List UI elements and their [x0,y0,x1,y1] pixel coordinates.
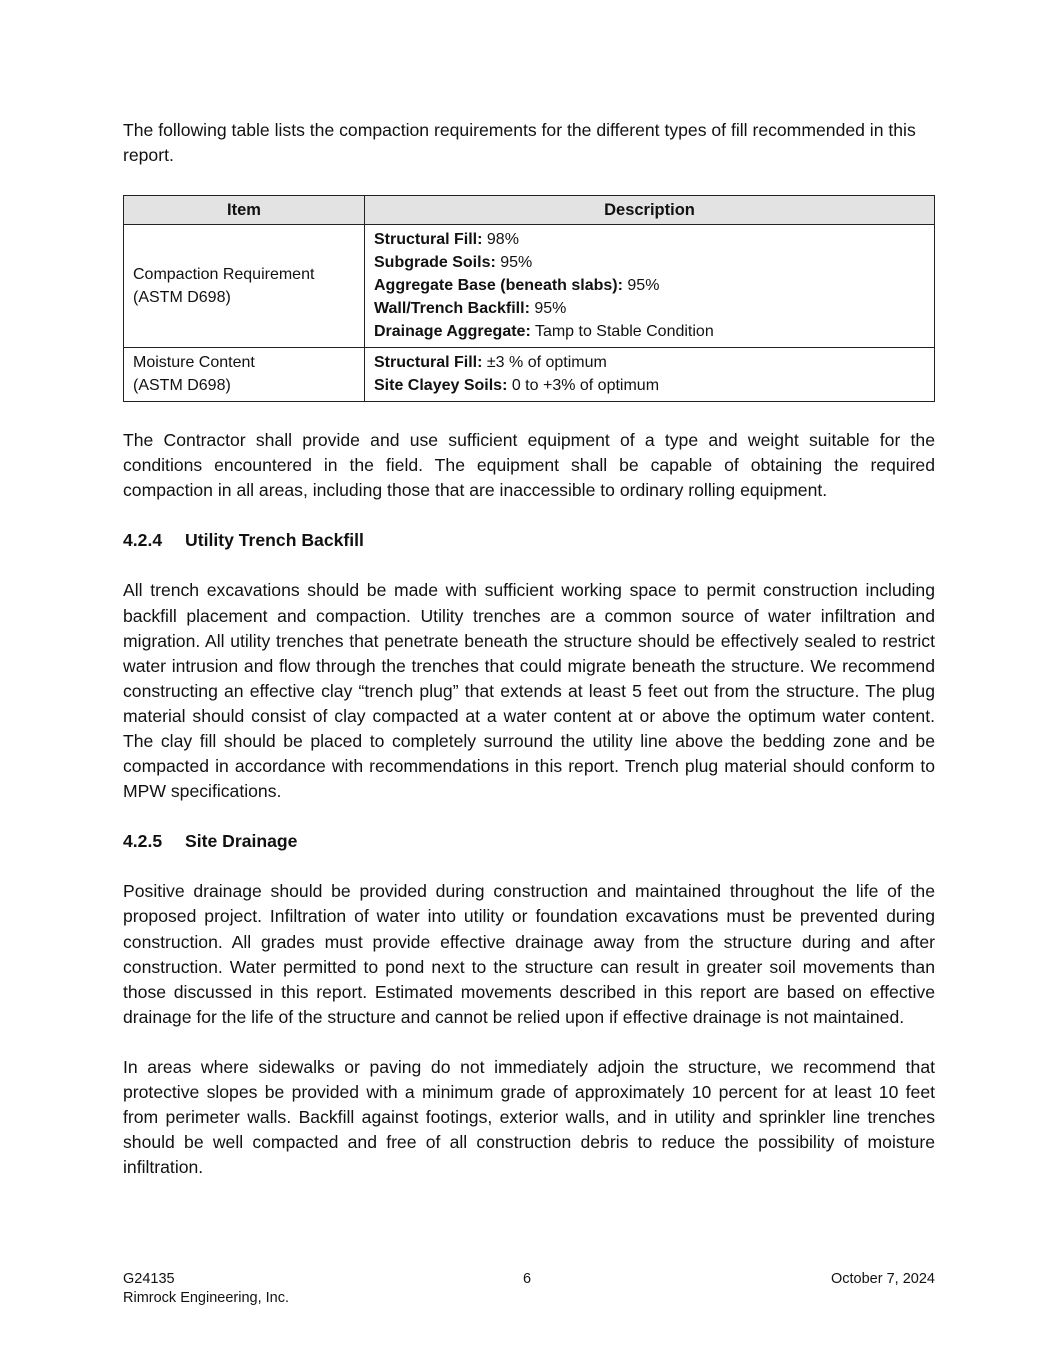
requirement-label: Structural Fill: [374,354,483,372]
requirement-value: 95% [622,277,660,295]
trench-backfill-paragraph: All trench excavations should be made with sufficient working space to permit construction including backfill placement and compaction. Utility trenches are a common source of water infiltration and migration. All utility trenches that penetrate beneath the structure should be effectively sealed to restrict water intrusion and flow through the trenches that could migrate beneath the structure. We recommend constructing an effective clay “trench plug” that extends at least 5 feet out from the structure. The plug material should consist of clay compacted at a water content at or above the optimum water content. The clay fill should be placed to completely surround the utility line above the bedding zone and be compacted in accordance with recommendations in this report. Trench plug material should conform to MPW specifications. [123,580,935,802]
requirement-label: Drainage Aggregate: [374,323,531,341]
section-heading-425 [123,829,935,854]
requirement-line [374,228,925,251]
project-number: G24135 [123,1271,175,1287]
section-number: 4.2.4 [123,530,163,551]
compaction-table [123,195,935,402]
section-title: Utility Trench Backfill [185,530,364,551]
item-standard: (ASTM D698) [133,288,231,306]
table-header-row [124,196,935,225]
item-standard: (ASTM D698) [133,377,231,395]
contractor-paragraph: The Contractor shall provide and use sufficient equipment of a type and weight suitable for the conditions encountered in the field. The equipment shall be capable of obtaining the required compaction in all areas, including those that are inaccessible to ordinary rolling equipment. [123,430,935,501]
table-cell-item [124,348,365,402]
table-row [124,225,935,348]
requirement-line [374,274,925,297]
report-date: October 7, 2024 [831,1271,935,1287]
table-cell-description [365,225,935,348]
item-label: Moisture Content [133,354,255,372]
requirement-line [374,374,925,397]
requirement-label: Wall/Trench Backfill: [374,300,530,318]
requirement-line [374,297,925,320]
header-description: Description [365,196,935,225]
company-name: Rimrock Engineering, Inc. [123,1290,290,1306]
section-heading-424 [123,528,935,553]
table-cell-item [124,225,365,348]
requirement-label: Site Clayey Soils: [374,377,508,395]
requirement-label: Subgrade Soils: [374,254,496,272]
requirement-value: Tamp to Stable Condition [530,323,714,341]
page-body [123,118,935,1180]
drainage-paragraph-1: Positive drainage should be provided during construction and maintained throughout the life of the proposed project. Infiltration of water into utility or foundation excavations must be prevented during construction. All grades must provide effective drainage away from the structure during and after construction. Water permitted to pond next to the structure can result in greater soil movements than those discussed in this report. Estimated movements described in this report are based on effective drainage for the life of the structure and cannot be relied upon if effective drainage is not maintained. [123,881,935,1027]
requirement-line [374,351,925,374]
requirement-line [374,320,925,343]
requirement-label: Structural Fill: [374,231,483,249]
requirement-line [374,251,925,274]
requirement-label: Aggregate Base (beneath slabs): [374,277,623,295]
requirement-value: 95% [495,254,533,272]
header-item: Item [124,196,365,225]
item-label: Compaction Requirement [133,265,315,283]
section-title: Site Drainage [185,831,298,852]
requirement-value: 98% [482,231,519,249]
drainage-paragraph-2: In areas where sidewalks or paving do not immediately adjoin the structure, we recommend that protective slopes be provided with a minimum grade of approximately 10 percent for at least 10 feet from perimeter walls. Backfill against footings, exterior walls, and in utility and sprinkler line trenches should be well compacted and free of all construction debris to reduce the possibility of moisture infiltration. [123,1056,935,1178]
requirement-value: 0 to +3% of optimum [507,377,660,395]
table-row [124,348,935,402]
page-number: 6 [523,1271,532,1287]
section-number: 4.2.5 [123,831,163,852]
requirement-value: 95% [529,300,567,318]
requirement-value: ±3 % of optimum [482,354,607,372]
table-cell-description [365,348,935,402]
intro-paragraph: The following table lists the compaction requirements for the different types of fill recommended in this report. [123,120,916,166]
footer-left [123,1270,289,1308]
